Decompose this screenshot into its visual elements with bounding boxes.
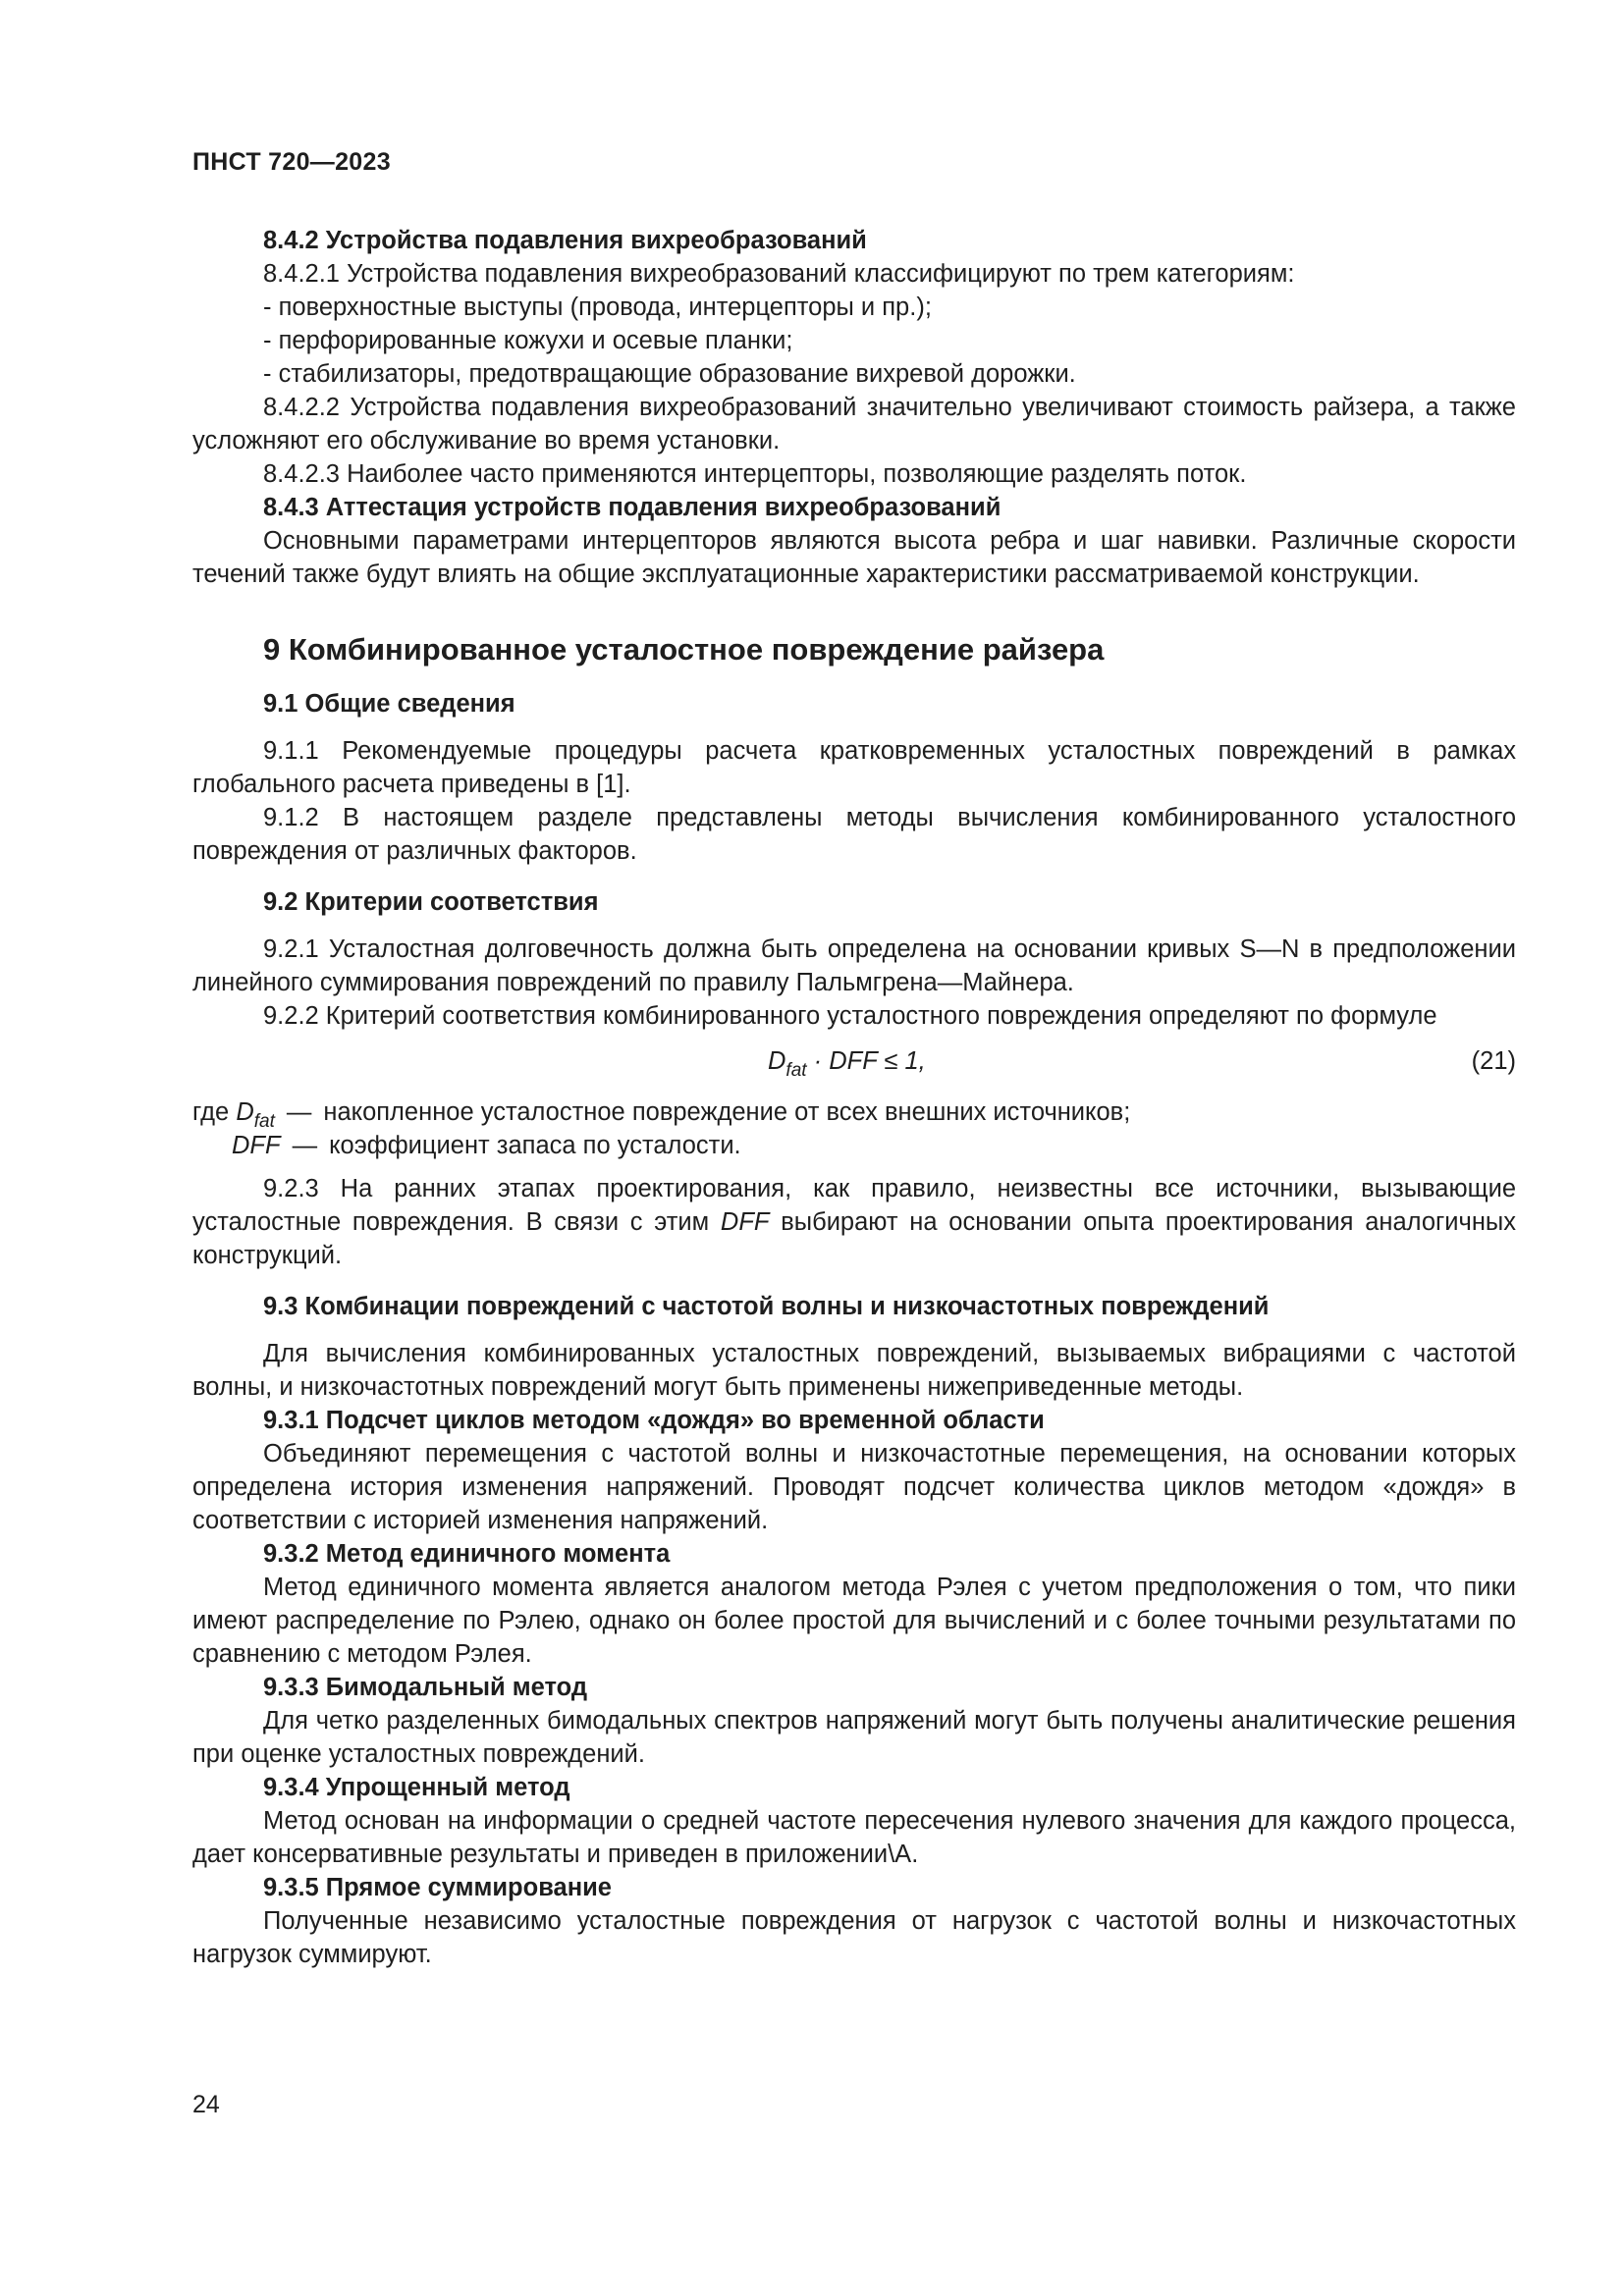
- section-9-2-title: 9.2 Критерии соответствия: [263, 888, 599, 916]
- section-9-3-5-title: 9.3.5 Прямое суммирование: [263, 1874, 612, 1901]
- legend-prefix: где: [192, 1098, 237, 1126]
- paragraph-9-1-1: 9.1.1 Рекомендуемые процедуры расчета кратковременных усталостных повреждений в рамках глобального расчета приведены в [1].: [192, 737, 1516, 798]
- section-9-3-2-title: 9.3.2 Метод единичного момента: [263, 1540, 671, 1568]
- legend-symbol-dff: DFF: [232, 1132, 281, 1159]
- section-9-3-title: 9.3 Комбинации повреждений с частотой волны и низкочастотных повреждений: [263, 1293, 1270, 1320]
- legend-symbol-sub: fat: [253, 1111, 275, 1132]
- legend-row: [192, 1095, 1516, 1132]
- paragraph-9-3-5: Полученные независимо усталостные повреждения от нагрузок с частотой волны и низкочастотных нагрузок суммируют.: [192, 1907, 1516, 1968]
- legend-symbol-d: D: [236, 1098, 254, 1126]
- formula-symbol-d: D: [768, 1047, 786, 1075]
- paragraph-9-2-3-part1: 9.2.3 На ранних этапах проектирования, как правило, неизвестны все источники, вызывающие усталостные повреждения. В связи с этим: [192, 1175, 1516, 1236]
- paragraph-9-3: Для вычисления комбинированных усталостных повреждений, вызываемых вибрациями с частотой волны, и низкочастотных повреждений могут быть применены нижеприведенные методы.: [192, 1340, 1516, 1401]
- page-number: 24: [192, 2091, 220, 2118]
- formula-rest: · DFF ≤ 1,: [806, 1047, 926, 1075]
- paragraph-9-3-4: Метод основан на информации о средней частоте пересечения нулевого значения для каждого процесса, дает консервативные результаты и приведен в приложении\А.: [192, 1807, 1516, 1868]
- section-9-3-3-title: 9.3.3 Бимодальный метод: [263, 1674, 588, 1701]
- paragraph-9-2-3: [192, 1172, 1516, 1272]
- section-8-4-3-title: 8.4.3 Аттестация устройств подавления вихреобразований: [263, 494, 1001, 521]
- legend-definition: накопленное усталостное повреждение от всех внешних источников;: [323, 1098, 1131, 1126]
- page-content: [192, 224, 1516, 1971]
- paragraph-9-2-3-part2: выбирают на основании опыта проектирования аналогичных конструкций.: [192, 1208, 1516, 1269]
- formula-number: (21): [1471, 1047, 1516, 1075]
- list-item: - поверхностные выступы (провода, интерцепторы и пр.);: [263, 294, 932, 321]
- paragraph-9-2-1: 9.2.1 Усталостная долговечность должна быть определена на основании кривых S—N в предположении линейного суммирования повреждений по правилу Пальмгрена—Майнера.: [192, 935, 1516, 996]
- legend-symbol: [236, 1095, 275, 1132]
- section-9-title: 9 Комбинированное усталостное повреждение райзера: [263, 632, 1105, 667]
- legend-definition: коэффициент запаса по усталости.: [329, 1132, 741, 1159]
- legend-dash: —: [286, 1098, 312, 1126]
- paragraph-9-3-2: Метод единичного момента является аналогом метода Рэлея с учетом предположения о том, что пики имеют распределение по Рэлею, однако он более простой для вычислений и с более точными результатами по сравнению с методом Рэлея.: [192, 1574, 1516, 1668]
- legend-dash: —: [292, 1132, 318, 1159]
- legend-row: [192, 1129, 1516, 1162]
- paragraph-9-1-2: 9.1.2 В настоящем разделе представлены методы вычисления комбинированного усталостного повреждения от различных факторов.: [192, 804, 1516, 865]
- legend-symbol: [232, 1129, 281, 1162]
- section-9-3-4-title: 9.3.4 Упрощенный метод: [263, 1774, 570, 1801]
- paragraph-8-4-2-3: 8.4.2.3 Наиболее часто применяются интерцепторы, позволяющие разделять поток.: [263, 460, 1247, 488]
- list-item: - стабилизаторы, предотвращающие образование вихревой дорожки.: [263, 360, 1076, 388]
- formula-legend: [192, 1095, 1516, 1162]
- standard-code: ПНСТ 720—2023: [192, 148, 391, 176]
- paragraph-9-3-1: Объединяют перемещения с частотой волны и низкочастотные перемещения, на основании которых определена история изменения напряжений. Проводят подсчет количества циклов методом «дождя» в соответствии с историей изменения напряжений.: [192, 1440, 1516, 1534]
- paragraph-9-3-3: Для четко разделенных бимодальных спектров напряжений могут быть получены аналитические решения при оценке усталостных повреждений.: [192, 1707, 1516, 1768]
- paragraph-9-2-3-dff: DFF: [720, 1208, 770, 1236]
- paragraph-8-4-2-1: 8.4.2.1 Устройства подавления вихреобразований классифицируют по трем категориям:: [263, 260, 1295, 288]
- paragraph-8-4-3: Основными параметрами интерцепторов являются высота ребра и шаг навивки. Различные скорости течений также будут влиять на общие эксплуатационные характеристики рассматриваемой конструкции.: [192, 527, 1516, 588]
- formula-subscript: fat: [785, 1060, 807, 1081]
- formula-expression: [768, 1044, 926, 1081]
- formula-21: [192, 1039, 1516, 1084]
- section-8-4-2-title: 8.4.2 Устройства подавления вихреобразований: [263, 227, 867, 254]
- paragraph-9-2-2: 9.2.2 Критерий соответствия комбинированного усталостного повреждения определяют по формуле: [263, 1002, 1437, 1030]
- paragraph-8-4-2-2: 8.4.2.2 Устройства подавления вихреобразований значительно увеличивают стоимость райзера, а также усложняют его обслуживание во время установки.: [192, 394, 1516, 454]
- list-item: - перфорированные кожухи и осевые планки;: [263, 327, 793, 354]
- section-9-3-1-title: 9.3.1 Подсчет циклов методом «дождя» во временной области: [263, 1407, 1045, 1434]
- section-9-1-title: 9.1 Общие сведения: [263, 690, 515, 718]
